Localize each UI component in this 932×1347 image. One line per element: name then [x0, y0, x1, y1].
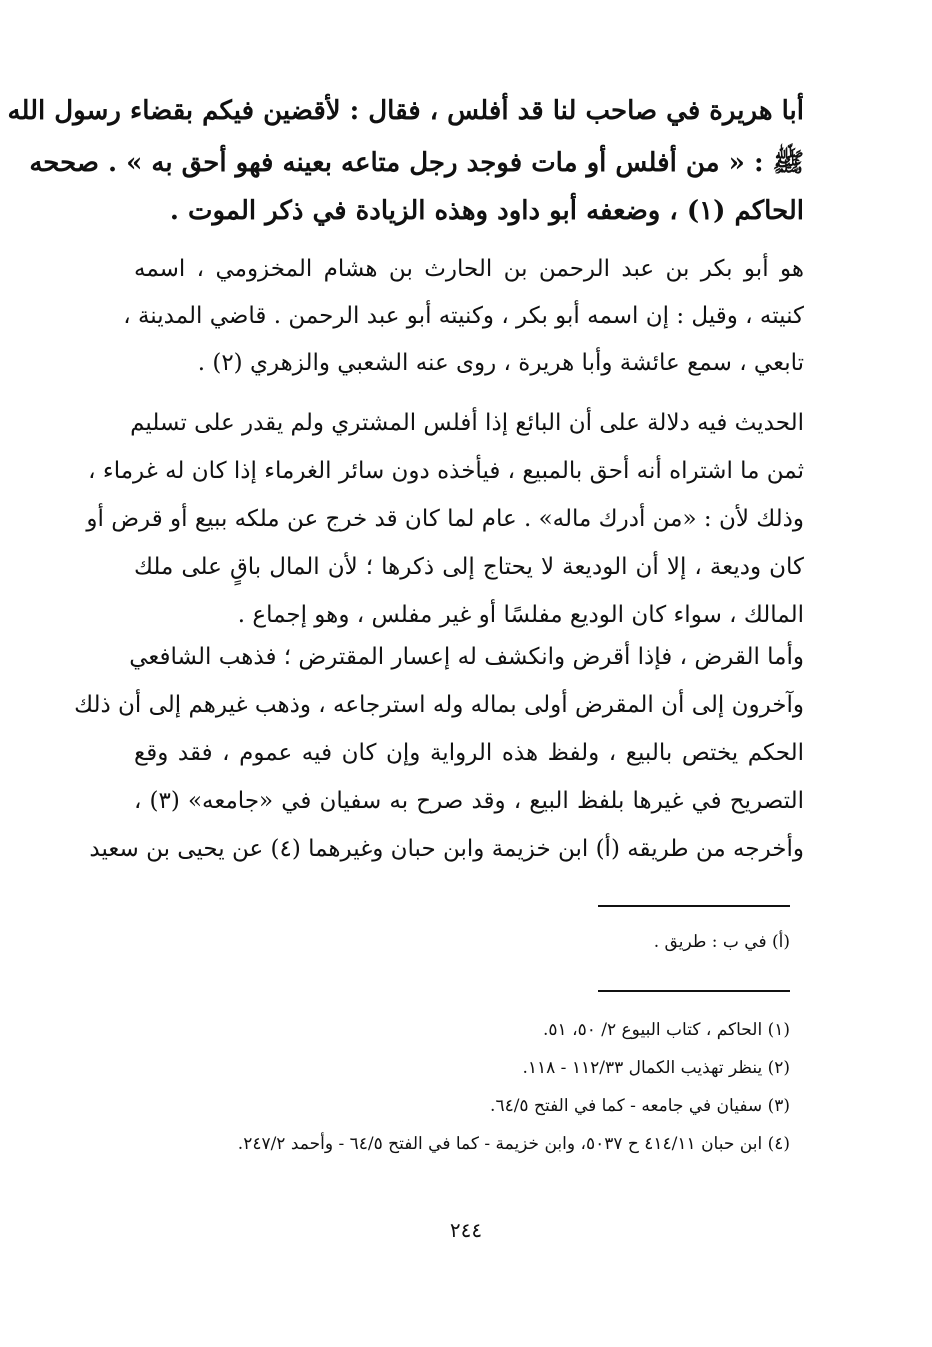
narrator-line-1: هو أبو بكر بن عبد الرحمن بن الحارث بن هشام المخزومي ، اسمه: [134, 256, 804, 282]
footnote-2: (٢) ينظر تهذيب الكمال ١١٢/٣٣ - ١١٨.: [522, 1058, 790, 1078]
commentary-line-5: المالك ، سواء كان الوديع مفلسًا أو غير مفلس ، وهو إجماع .: [237, 602, 804, 628]
commentary-line-6: وأما القرض ، فإذا أقرض وانكشف له إعسار المقترض ؛ فذهب الشافعي: [129, 644, 804, 670]
narrator-line-2: كنيته ، وقيل : إن اسمه أبو بكر ، وكنيته أبو عبد الرحمن . قاضي المدينة ،: [123, 303, 804, 329]
narrator-line-3: تابعي ، سمع عائشة وأبا هريرة ، روى عنه الشعبي والزهري (٢) .: [197, 350, 804, 376]
footnote-4: (٤) ابن حبان ٤١٤/١١ ح ٥٠٣٧، وابن خزيمة - كما في الفتح ٦٤/٥ - وأحمد ٢٤٧/٢.: [237, 1134, 790, 1154]
commentary-line-9: التصريح في غيرها بلفظ البيع ، وقد صرح به سفيان في «جامعه» (٣) ،: [134, 788, 804, 814]
hadith-line-2: ﷺ : « من أفلس أو مات فوجد رجل متاعه بعينه فهو أحق به » . صححه: [29, 148, 804, 178]
hadith-line-1: أبا هريرة في صاحب لنا قد أفلس ، فقال : لأقضين فيكم بقضاء رسول الله: [7, 96, 804, 126]
variant-note: (أ) في ب : طريق .: [653, 932, 790, 952]
commentary-line-1: الحديث فيه دلالة على أن البائع إذا أفلس المشتري ولم يقدر على تسليم: [130, 410, 804, 436]
page-number: ٢٤٤: [449, 1218, 483, 1242]
footnote-divider: [598, 990, 790, 992]
commentary-line-3: وذلك لأن : «من أدرك ماله» . عام لما كان قد خرج عن ملكه ببيع أو قرض أو: [86, 506, 804, 532]
commentary-line-10: وأخرجه من طريقه (أ) ابن خزيمة وابن حبان وغيرهما (٤) عن يحيى بن سعيد: [89, 836, 804, 862]
commentary-line-4: كان وديعة ، إلا أن الوديعة لا يحتاج إلى ذكرها ؛ لأن المال باقٍ على ملك: [134, 554, 804, 580]
commentary-line-2: ثمن ما اشتراه أنه أحق بالمبيع ، فيأخذه دون سائر الغرماء إذا كان له غرماء ،: [88, 458, 804, 484]
commentary-line-8: الحكم يختص بالبيع ، ولفظ هذه الرواية وإن كان فيه عموم ، فقد وقع: [134, 740, 804, 766]
variant-divider: [598, 905, 790, 907]
hadith-line-3: الحاكم (١) ، وضعفه أبو داود وهذه الزيادة في ذكر الموت .: [169, 196, 804, 226]
footnote-3: (٣) سفيان في جامعه - كما في الفتح ٦٤/٥.: [490, 1096, 790, 1116]
footnote-1: (١) الحاكم ، كتاب البيوع ٢/ ٥٠، ٥١.: [543, 1020, 790, 1040]
commentary-line-7: وآخرون إلى أن المقرض أولى بماله وله استرجاعه ، وذهب غيرهم إلى أن ذلك: [74, 692, 804, 718]
